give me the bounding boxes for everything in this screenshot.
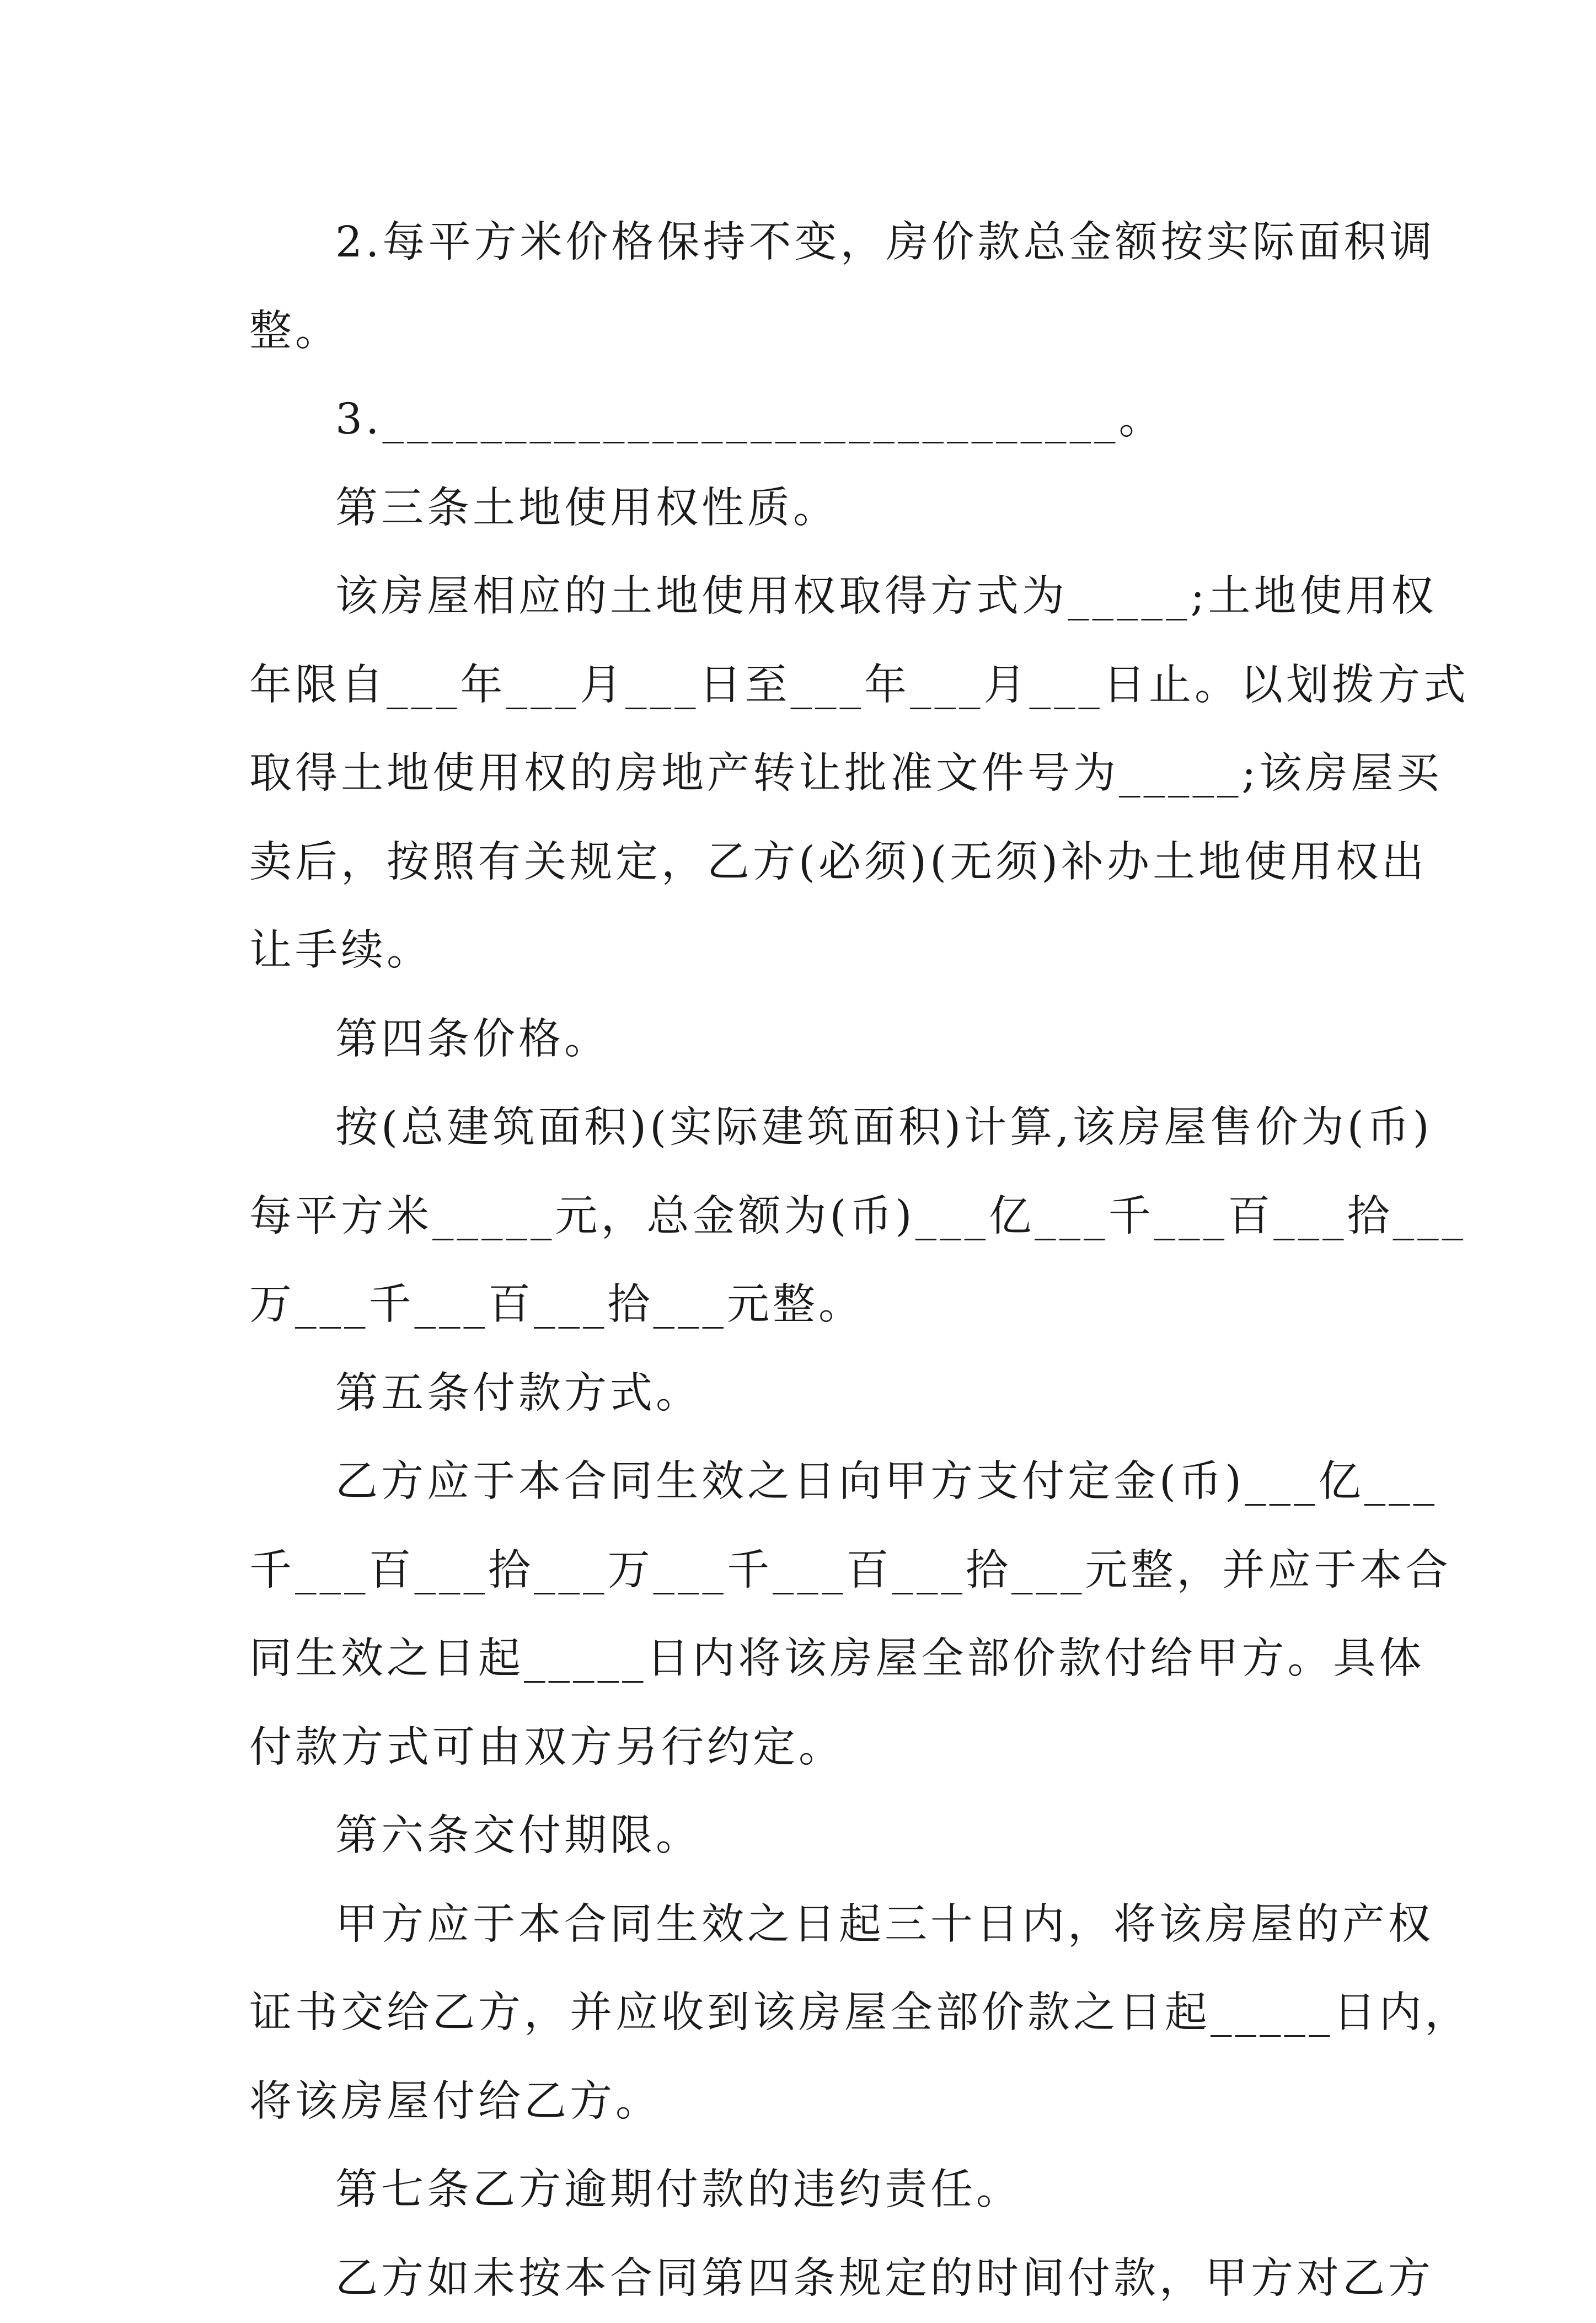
paragraph-line: 将该房屋付给乙方。 (249, 2058, 1358, 2147)
paragraph-line: 证书交给乙方，并应收到该房屋全部价款之日起_____日内， (249, 1969, 1358, 2058)
section-heading: 第六条交付期限。 (249, 1792, 1358, 1881)
paragraph-line: 让手续。 (249, 907, 1358, 995)
paragraph-line: 年限自___年___月___日至___年___月___日止。以划拨方式 (249, 641, 1358, 730)
paragraph-line: 卖后，按照有关规定，乙方(必须)(无须)补办土地使用权出 (249, 818, 1358, 907)
section-heading: 第四条价格。 (249, 995, 1358, 1084)
paragraph-line: 2.每平方米价格保持不变，房价款总金额按实际面积调 (249, 199, 1358, 287)
paragraph-line: 乙方应于本合同生效之日向甲方支付定金(币)___亿___ (249, 1438, 1358, 1527)
paragraph-line: 付款方式可由双方另行约定。 (249, 1704, 1358, 1792)
section-heading: 第五条付款方式。 (249, 1350, 1358, 1438)
paragraph-line: 按(总建筑面积)(实际建筑面积)计算,该房屋售价为(币) (249, 1084, 1358, 1173)
paragraph-line: 甲方应于本合同生效之日起三十日内，将该房屋的产权 (249, 1881, 1358, 1969)
document-page (249, 199, 1358, 2323)
paragraph-line: 千___百___拾___万___千___百___拾___元整，并应于本合 (249, 1527, 1358, 1615)
paragraph-line: 乙方如未按本合同第四条规定的时间付款，甲方对乙方 (249, 2235, 1358, 2323)
section-heading: 第七条乙方逾期付款的违约责任。 (249, 2146, 1358, 2235)
paragraph-line: 3.______________________________。 (249, 376, 1358, 464)
paragraph-line: 整。 (249, 287, 1358, 376)
paragraph-line: 该房屋相应的土地使用权取得方式为_____;土地使用权 (249, 553, 1358, 641)
section-heading: 第三条土地使用权性质。 (249, 464, 1358, 553)
paragraph-line: 万___千___百___拾___元整。 (249, 1261, 1358, 1350)
paragraph-line: 每平方米_____元，总金额为(币)___亿___千___百___拾___ (249, 1173, 1358, 1261)
paragraph-line: 同生效之日起_____日内将该房屋全部价款付给甲方。具体 (249, 1615, 1358, 1704)
paragraph-line: 取得土地使用权的房地产转让批准文件号为_____;该房屋买 (249, 730, 1358, 818)
